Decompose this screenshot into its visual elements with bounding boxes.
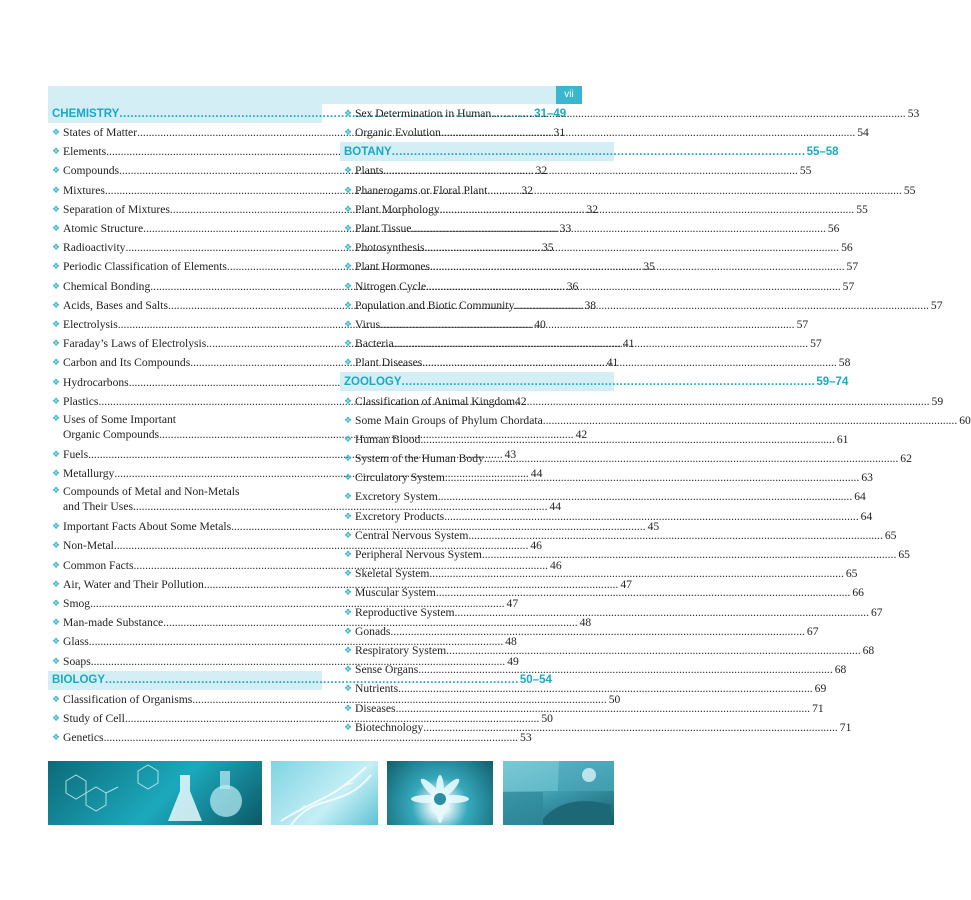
- toc-entry-page: 59: [931, 394, 944, 408]
- toc-entry-page: 63: [861, 471, 873, 485]
- toc-entry-label: Nutrients: [355, 682, 399, 696]
- section-page-range: 55–58: [806, 145, 839, 158]
- toc-entry-label: Common Facts: [63, 558, 134, 572]
- toc-entry-page: 55: [856, 202, 868, 216]
- toc-entry-page: 53: [907, 107, 920, 121]
- leader-dots: [441, 126, 855, 139]
- toc-entry: [340, 468, 873, 487]
- leader-dots: [420, 433, 834, 446]
- toc-entry-page: 47: [620, 577, 632, 591]
- diamond-bullet-icon: ❖: [344, 203, 353, 214]
- diamond-bullet-icon: ❖: [344, 261, 353, 272]
- toc-entry-label-line1: Uses of Some Important: [63, 412, 177, 426]
- toc-entry-label: Classification of Organisms: [63, 692, 193, 706]
- toc-entry-page: 58: [838, 356, 851, 370]
- toc-entry-page: 40: [534, 317, 546, 331]
- diamond-bullet-icon: ❖: [344, 568, 353, 579]
- diamond-bullet-icon: ❖: [344, 453, 353, 464]
- toc-entry: [340, 353, 851, 372]
- diamond-bullet-icon: ❖: [344, 529, 353, 540]
- toc-entry-label: Biotechnology: [355, 720, 424, 734]
- section-title: CHEMISTRY: [52, 107, 120, 120]
- section-heading-zoology: [340, 372, 849, 391]
- section-title: BIOLOGY: [52, 674, 106, 687]
- toc-entry-label: Some Main Groups of Phylum Chordata: [355, 413, 543, 427]
- toc-entry-page: 53: [520, 731, 532, 745]
- diamond-bullet-icon: ❖: [52, 693, 61, 704]
- flower-image: [387, 761, 493, 825]
- section-title: BOTANY: [344, 145, 392, 158]
- diamond-bullet-icon: ❖: [52, 485, 61, 496]
- toc-entry-page: 61: [836, 432, 849, 446]
- toc-entry-page: 69: [814, 682, 827, 696]
- toc-entry: [340, 315, 809, 334]
- header-band: [48, 86, 582, 104]
- toc-entry-label: Smog: [63, 597, 91, 611]
- section-page-range: 31–49: [534, 107, 567, 120]
- diamond-bullet-icon: ❖: [344, 108, 353, 119]
- toc-entry-page: 41: [622, 337, 635, 351]
- toc-entry-page: 56: [841, 241, 853, 255]
- toc-entry: [340, 427, 849, 449]
- toc-entry-page: 32: [586, 202, 598, 216]
- toc-entry-label: Glass: [63, 635, 89, 649]
- diamond-bullet-icon: ❖: [52, 184, 61, 195]
- diamond-bullet-icon: ❖: [52, 636, 61, 647]
- toc-entry-page: 46: [530, 539, 542, 553]
- toc-entry-label: Virus: [355, 317, 381, 331]
- toc-entry-label: Man-made Substance: [63, 616, 164, 630]
- toc-entry-page: 44: [530, 467, 543, 481]
- leader-dots: [455, 606, 869, 619]
- leader-dots: [444, 510, 858, 523]
- diamond-bullet-icon: ❖: [52, 412, 61, 423]
- leader-dots: [411, 222, 825, 235]
- toc-entry-page: 48: [505, 635, 517, 649]
- leader-dots: [515, 395, 929, 408]
- diamond-bullet-icon: ❖: [344, 549, 353, 560]
- diamond-bullet-icon: ❖: [344, 472, 353, 483]
- toc-entry-label: Atomic Structure: [63, 222, 144, 236]
- diamond-bullet-icon: ❖: [52, 165, 61, 176]
- toc-entry: [340, 391, 944, 410]
- toc-entry-label: Metallurgy: [63, 467, 115, 481]
- toc-entry-label: Hydrocarbons: [63, 375, 129, 389]
- section-heading-botany: [340, 142, 839, 161]
- toc-entry-label: Human Blood: [355, 432, 421, 446]
- toc-entry: [340, 507, 873, 526]
- diamond-bullet-icon: ❖: [52, 338, 61, 349]
- diamond-bullet-icon: ❖: [52, 540, 61, 551]
- toc-entry: [340, 411, 971, 430]
- toc-entry-label: Phanerogams or Floral Plant: [355, 183, 488, 197]
- toc-entry: [48, 372, 322, 391]
- toc-entry-page: 50: [541, 711, 553, 725]
- diamond-bullet-icon: ❖: [344, 606, 353, 617]
- toc-entry-page: 46: [550, 558, 562, 572]
- toc-entry-label: Respiratory System: [355, 643, 447, 657]
- diamond-bullet-icon: ❖: [52, 127, 61, 138]
- toc-entry: [340, 161, 812, 180]
- toc-entry-label: Separation of Mixtures: [63, 202, 170, 216]
- chemistry-lab-image: [48, 761, 262, 825]
- toc-entry-label: States of Matter: [63, 126, 138, 140]
- diamond-bullet-icon: ❖: [344, 242, 353, 253]
- diamond-bullet-icon: ❖: [52, 598, 61, 609]
- toc-entry-page: 71: [839, 720, 852, 734]
- toc-entry-page: 57: [930, 298, 943, 312]
- dna-helix-image: [271, 761, 378, 825]
- toc-entry-label: Soaps: [63, 654, 91, 668]
- diamond-bullet-icon: ❖: [344, 395, 353, 406]
- leader-dots: [425, 241, 839, 254]
- diamond-bullet-icon: ❖: [52, 203, 61, 214]
- toc-entry: [340, 718, 852, 737]
- toc-entry-page: 57: [796, 317, 809, 331]
- toc-entry-label-line2: and Their Uses: [63, 500, 133, 514]
- toc-entry-page: 64: [854, 490, 866, 504]
- diamond-bullet-icon: ❖: [344, 625, 353, 636]
- toc-entry-page: 60: [959, 413, 971, 427]
- leader-dots: [383, 164, 797, 177]
- toc-entry-page: 50: [608, 692, 621, 706]
- toc-entry: [340, 123, 869, 142]
- diamond-bullet-icon: ❖: [52, 395, 61, 406]
- toc-entry-label: Population and Biotic Community: [355, 298, 515, 312]
- leader-dots: [487, 184, 901, 197]
- toc-entry-label: Central Nervous System: [355, 528, 469, 542]
- toc-entry-page: 57: [846, 260, 859, 274]
- diamond-bullet-icon: ❖: [344, 510, 353, 521]
- toc-entry-page: 36: [566, 279, 579, 293]
- toc-entry: [48, 728, 532, 747]
- diamond-bullet-icon: ❖: [344, 587, 353, 598]
- leader-dots: [445, 471, 859, 484]
- toc-entry-page: 38: [584, 298, 597, 312]
- leader-dots: [398, 682, 812, 695]
- toc-entry-label: Skeletal System: [355, 567, 430, 581]
- section-leader-dots: [402, 376, 816, 388]
- diamond-bullet-icon: ❖: [344, 702, 353, 713]
- footer-image-strip: [48, 761, 614, 825]
- toc-entry-page: 35: [643, 260, 655, 274]
- toc-entry: [340, 219, 840, 238]
- toc-entry-label: Chemical Bonding: [63, 279, 151, 293]
- diamond-bullet-icon: ❖: [52, 712, 61, 723]
- diamond-bullet-icon: ❖: [52, 357, 61, 368]
- section-page-range: 59–74: [816, 375, 849, 388]
- toc-entry-page: 65: [884, 528, 897, 542]
- toc-entry-label: Compounds: [63, 164, 120, 178]
- diamond-bullet-icon: ❖: [52, 617, 61, 628]
- diamond-bullet-icon: ❖: [52, 242, 61, 253]
- toc-entry-label: Classification of Animal Kingdom: [355, 394, 516, 408]
- diamond-bullet-icon: ❖: [52, 261, 61, 272]
- toc-entry-page: 49: [507, 654, 519, 668]
- leader-dots: [390, 625, 804, 638]
- leader-dots: [543, 414, 957, 427]
- toc-entry-label: Muscular System: [355, 586, 436, 600]
- toc-entry: [340, 545, 910, 564]
- leader-dots: [429, 567, 843, 580]
- toc-entry-label: Plant Tissue: [355, 222, 412, 236]
- toc-entry-page: 48: [579, 616, 592, 630]
- page-number: vii: [556, 86, 582, 104]
- toc-entry-label: Radioactivity: [63, 241, 126, 255]
- diamond-bullet-icon: ❖: [52, 468, 61, 479]
- toc-entry-page: 42: [575, 427, 588, 441]
- toc-entry-label-line1: Compounds of Metal and Non-Metals: [63, 485, 240, 499]
- diamond-bullet-icon: ❖: [344, 338, 353, 349]
- toc-entry-page: 31: [553, 126, 566, 140]
- diamond-bullet-icon: ❖: [52, 655, 61, 666]
- toc-entry-label: Gonads: [355, 624, 391, 638]
- toc-entry-label: Circulatory System: [355, 471, 445, 485]
- section-title: ZOOLOGY: [344, 375, 402, 388]
- toc-entry-page: 57: [810, 337, 822, 351]
- toc-entry-label: Diseases: [355, 701, 396, 715]
- toc-entry-label: Plant Hormones: [355, 260, 431, 274]
- toc-entry-label: Carbon and Its Compounds: [63, 356, 191, 370]
- toc-entry: [340, 277, 855, 296]
- diamond-bullet-icon: ❖: [52, 578, 61, 589]
- diamond-bullet-icon: ❖: [52, 521, 61, 532]
- toc-entry-label: Excretory System: [355, 490, 438, 504]
- toc-entry-label: Sex Determination in Human: [355, 107, 492, 121]
- leader-dots: [446, 644, 860, 657]
- toc-entry-label: Study of Cell: [63, 711, 125, 725]
- diamond-bullet-icon: ❖: [344, 683, 353, 694]
- toc-entry: [340, 181, 916, 200]
- toc-entry-label: Fuels: [63, 447, 89, 461]
- leader-dots: [482, 548, 896, 561]
- toc-entry-page: 64: [860, 509, 873, 523]
- toc-entry: [340, 296, 943, 315]
- toc-entry-page: 55: [903, 183, 916, 197]
- leader-dots: [438, 490, 852, 503]
- diamond-bullet-icon: ❖: [52, 448, 61, 459]
- diamond-bullet-icon: ❖: [52, 223, 61, 234]
- leader-dots: [436, 586, 850, 599]
- toc-entry-label: Air, Water and Their Pollution: [63, 577, 204, 591]
- diamond-bullet-icon: ❖: [344, 644, 353, 655]
- diamond-bullet-icon: ❖: [52, 280, 61, 291]
- toc-entry-page: 32: [535, 164, 548, 178]
- toc-entry-page: 47: [506, 597, 519, 611]
- toc-entry-page: 68: [834, 663, 847, 677]
- leader-dots: [468, 529, 882, 542]
- toc-entry-label: Periodic Classification of Elements: [63, 260, 227, 274]
- diamond-bullet-icon: ❖: [344, 127, 353, 138]
- toc-entry-label: Excretory Products: [355, 509, 445, 523]
- toc-entry-label: Genetics: [63, 731, 104, 745]
- leader-dots: [423, 721, 837, 734]
- diamond-bullet-icon: ❖: [52, 376, 61, 387]
- toc-entry-page: 41: [606, 356, 619, 370]
- toc-entry-label: Organic Evolution: [355, 126, 441, 140]
- toc-entry-label: Acids, Bases and Salts: [63, 298, 168, 312]
- toc-entry-page: 35: [541, 241, 554, 255]
- toc-entry-label: Plastics: [63, 394, 99, 408]
- toc-entry-label: Plants: [355, 164, 384, 178]
- leader-dots: [426, 280, 840, 293]
- toc-entry-page: 54: [857, 126, 869, 140]
- toc-entry: [340, 200, 868, 219]
- toc-entry-page: 45: [647, 520, 660, 534]
- leader-dots: [484, 452, 898, 465]
- diamond-bullet-icon: ❖: [52, 732, 61, 743]
- toc-entry-label: Nitrogen Cycle: [355, 279, 427, 293]
- leader-dots: [380, 318, 794, 331]
- leader-dots: [396, 702, 810, 715]
- toc-entry-label: System of the Human Body: [355, 452, 484, 466]
- toc-entry-page: 56: [827, 222, 840, 236]
- toc-entry: [340, 449, 912, 468]
- toc-entry-label: Peripheral Nervous System: [355, 548, 482, 562]
- diamond-bullet-icon: ❖: [344, 414, 353, 425]
- toc-entry: [340, 603, 883, 622]
- toc-entry-page: 65: [845, 567, 858, 581]
- toc-entry-page: 57: [842, 279, 855, 293]
- toc-entry-label: Bacteria: [355, 337, 394, 351]
- toc-entry: [340, 238, 853, 257]
- section-page-range: 50–54: [519, 674, 552, 687]
- diamond-bullet-icon: ❖: [52, 299, 61, 310]
- leader-dots: [418, 663, 832, 676]
- toc-entry-page: 33: [559, 222, 572, 236]
- toc-entry-page: 44: [549, 500, 562, 514]
- toc-entry-label: Photosynthesis: [355, 241, 425, 255]
- toc-entry-label: Plant Morphology: [355, 202, 440, 216]
- toc-entry-label: Plant Diseases: [355, 356, 423, 370]
- toc-entry: [340, 679, 827, 698]
- toc-entry-page: 67: [870, 605, 883, 619]
- leader-dots: [514, 299, 928, 312]
- toc-entry: [340, 104, 920, 123]
- diamond-bullet-icon: ❖: [52, 559, 61, 570]
- diamond-bullet-icon: ❖: [52, 146, 61, 157]
- leader-dots: [430, 260, 844, 273]
- toc-entry-label: Important Facts About Some Metals: [63, 520, 232, 534]
- toc-entry: [340, 564, 858, 583]
- diamond-bullet-icon: ❖: [344, 664, 353, 675]
- toc-entry-label: Reproductive System: [355, 605, 455, 619]
- toc-entry-label: Mixtures: [63, 183, 105, 197]
- toc-entry-page: 62: [900, 452, 912, 466]
- toc-entry-label-line2: Organic Compounds: [63, 427, 160, 441]
- toc-entry-page: 71: [812, 701, 824, 715]
- toc-entry-page: 42: [514, 394, 527, 408]
- toc-entry-label: Non-Metal: [63, 539, 114, 553]
- toc-entry-page: 68: [862, 643, 875, 657]
- toc-entry-label: Sense Organs: [355, 663, 419, 677]
- toc-entry: [340, 487, 866, 506]
- diamond-bullet-icon: ❖: [344, 357, 353, 368]
- toc-entry: [340, 641, 875, 660]
- diamond-bullet-icon: ❖: [344, 491, 353, 502]
- animals-collage-image: [503, 761, 614, 825]
- diamond-bullet-icon: ❖: [344, 318, 353, 329]
- toc-entry: [340, 622, 819, 641]
- toc-entry-page: 65: [898, 548, 910, 562]
- toc-entry-page: 32: [521, 183, 533, 197]
- toc-entry-page: 67: [806, 624, 819, 638]
- diamond-bullet-icon: ❖: [344, 433, 353, 444]
- diamond-bullet-icon: ❖: [344, 165, 353, 176]
- toc-entry-label: Electrolysis: [63, 317, 118, 331]
- toc-entry-label: Faraday’s Laws of Electrolysis: [63, 337, 207, 351]
- diamond-bullet-icon: ❖: [344, 280, 353, 291]
- toc-entry: [340, 660, 847, 679]
- section-leader-dots: [392, 146, 806, 158]
- leader-dots: [394, 337, 808, 350]
- toc-entry-page: 55: [799, 164, 812, 178]
- diamond-bullet-icon: ❖: [344, 299, 353, 310]
- toc-entry-page: 43: [504, 447, 517, 461]
- toc-entry-page: 66: [852, 586, 864, 600]
- diamond-bullet-icon: ❖: [344, 223, 353, 234]
- leader-dots: [491, 107, 905, 120]
- diamond-bullet-icon: ❖: [344, 721, 353, 732]
- diamond-bullet-icon: ❖: [52, 318, 61, 329]
- toc-entry: [48, 142, 322, 161]
- diamond-bullet-icon: ❖: [344, 184, 353, 195]
- leader-dots: [422, 356, 836, 369]
- toc-entry-label: Elements: [63, 145, 107, 159]
- leader-dots: [440, 203, 854, 216]
